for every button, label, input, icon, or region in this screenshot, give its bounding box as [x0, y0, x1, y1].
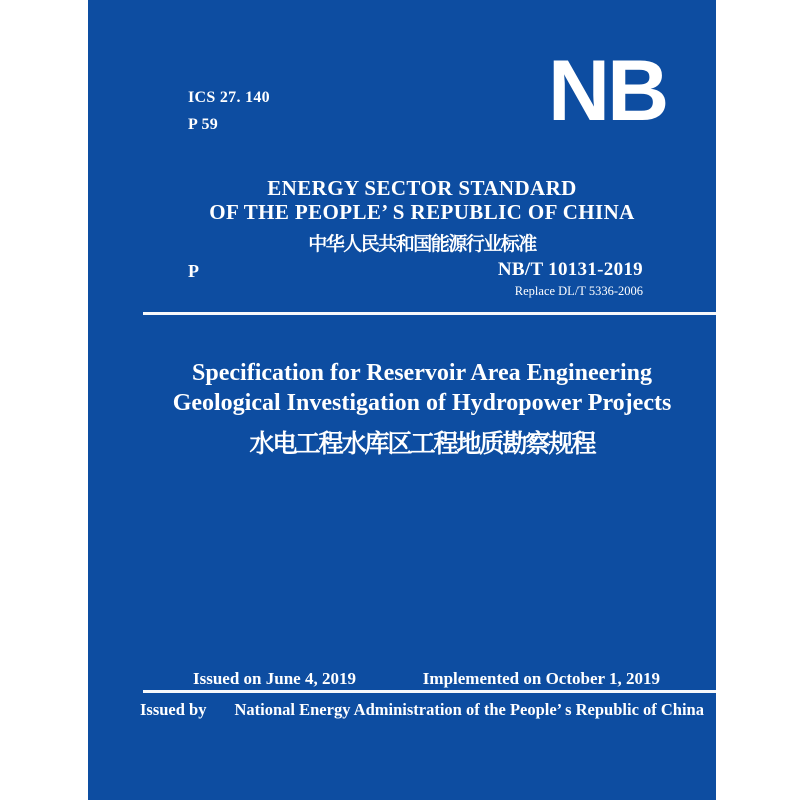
document-title	[88, 358, 716, 460]
standard-number: NB/T 10131-2019	[497, 259, 643, 280]
doc-class-code: P 59	[188, 116, 219, 133]
standard-number-block	[498, 259, 643, 299]
issued-date: Issued on June 4, 2019	[193, 669, 356, 688]
bottom-divider-line	[143, 690, 716, 693]
title-line1: Specification for Reservoir Area Engineering	[192, 360, 652, 386]
issuer-row	[88, 700, 716, 720]
standard-heading-line1: ENERGY SECTOR STANDARD	[267, 176, 577, 200]
cover-background	[88, 0, 716, 800]
top-divider-line	[143, 312, 716, 315]
issued-by-value: National Energy Administration of the People’ s Republic of China	[234, 700, 704, 719]
standard-heading-chinese: 中华人民共和国能源行业标准	[308, 234, 536, 255]
title-line2: Geological Investigation of Hydropower Projects	[172, 390, 672, 416]
ics-block	[188, 84, 270, 138]
replace-note: Replace DL/T 5336-2006	[514, 284, 643, 298]
standard-heading-line2: OF THE PEOPLE’ S REPUBLIC OF CHINA	[209, 200, 635, 224]
standard-heading	[88, 176, 716, 256]
nb-logo: NB	[548, 43, 667, 139]
p-mark: P	[188, 261, 199, 281]
title-chinese: 水电工程水库区工程地质勘察规程	[249, 431, 595, 458]
implemented-date: Implemented on October 1, 2019	[422, 669, 660, 688]
ics-code: ICS 27. 140	[188, 89, 270, 106]
dates-row	[193, 669, 660, 689]
issued-by-label: Issued by	[139, 700, 207, 719]
